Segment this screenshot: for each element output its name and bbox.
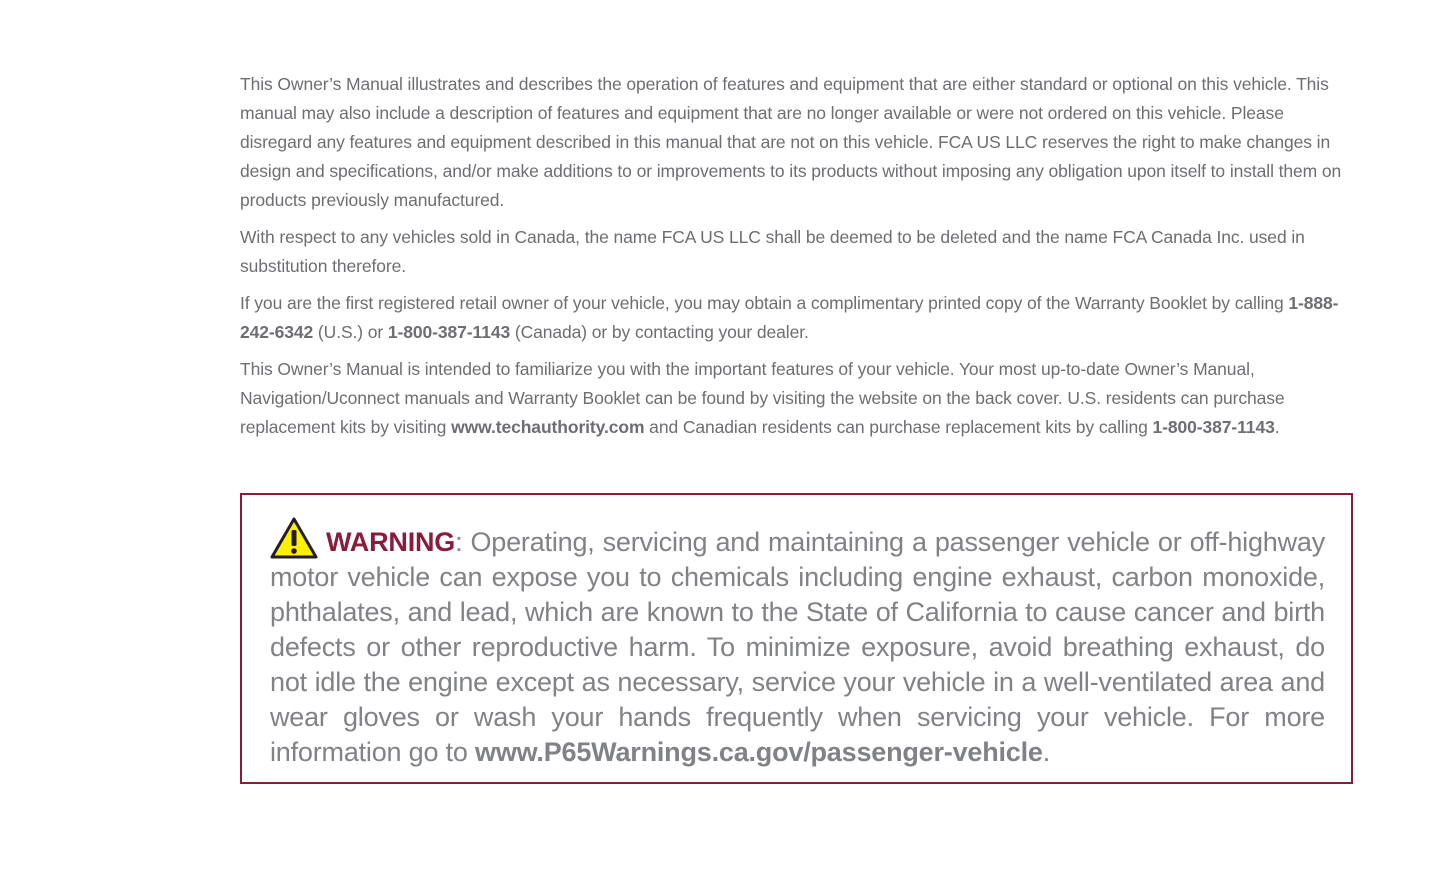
kits-text-intro: This Owner’s Manual is intended to familiarize you with the important features of your vehicle. Your most up-to-date Owner’s Manual, Navigation/Uconnect manuals and Warranty Booklet can be found by visiting the website on the back cover. U.S. residents can purchase replacement kits by visiting	[240, 359, 1285, 437]
paragraph-canada-substitution: With respect to any vehicles sold in Canada, the name FCA US LLC shall be deemed to be deleted and the name FCA Canada Inc. used in substitution therefore.	[240, 227, 1305, 276]
warning-label: WARNING	[326, 527, 456, 557]
warranty-text-end: (Canada) or by contacting your dealer.	[510, 322, 809, 342]
warranty-text-mid: (U.S.) or	[313, 322, 388, 342]
kits-text-end: .	[1274, 417, 1280, 437]
kits-text-mid: and Canadian residents can purchase replacement kits by calling	[644, 417, 1153, 437]
phone-us: 1-888-242-6342	[240, 293, 1339, 342]
manual-intro	[240, 70, 1350, 450]
warning-triangle-icon	[270, 517, 318, 559]
phone-canada-kits: 1-800-387-1143	[1152, 417, 1275, 437]
warning-body: Operating, servicing and maintaining a passenger vehicle or off-highway motor vehicle can expose you to chemicals including engine exhaust, carbon monoxide, phthalates, and lead, which are known to the State of California to cause cancer and birth defects or other reproductive harm. To minimize exposure, avoid breathing exhaust, do not idle the engine except as necessary, service your vehicle in a well-ventilated area and wear gloves or wash your hands frequently when servicing your vehicle. For more information go to	[270, 527, 1325, 767]
warning-text	[270, 517, 1325, 770]
warning-colon: :	[455, 527, 463, 557]
paragraph-features-disclaimer: This Owner’s Manual illustrates and describes the operation of features and equipment that are either standard or optional on this vehicle. This manual may also include a description of features and equipment that are no longer available or were not ordered on this vehicle. Please disregard any features and equipment described in this manual that are not on this vehicle. FCA US LLC reserves the right to make changes in design and specifications, and/or make additions to or improvements to its products without imposing any obligation upon itself to install them on products previously manufactured.	[240, 74, 1342, 210]
paragraph-warranty-booklet	[240, 289, 1350, 347]
warning-end: .	[1042, 737, 1051, 767]
p65-warnings-link: www.P65Warnings.ca.gov/passenger-vehicle	[475, 737, 1043, 767]
paragraph-replacement-kits	[240, 355, 1350, 442]
prop65-warning-box	[240, 493, 1353, 784]
techauthority-website: www.techauthority.com	[451, 417, 645, 437]
warranty-text-intro: If you are the first registered retail owner of your vehicle, you may obtain a complimentary printed copy of the Warranty Booklet by calling	[240, 293, 1289, 313]
phone-canada: 1-800-387-1143	[387, 322, 511, 342]
